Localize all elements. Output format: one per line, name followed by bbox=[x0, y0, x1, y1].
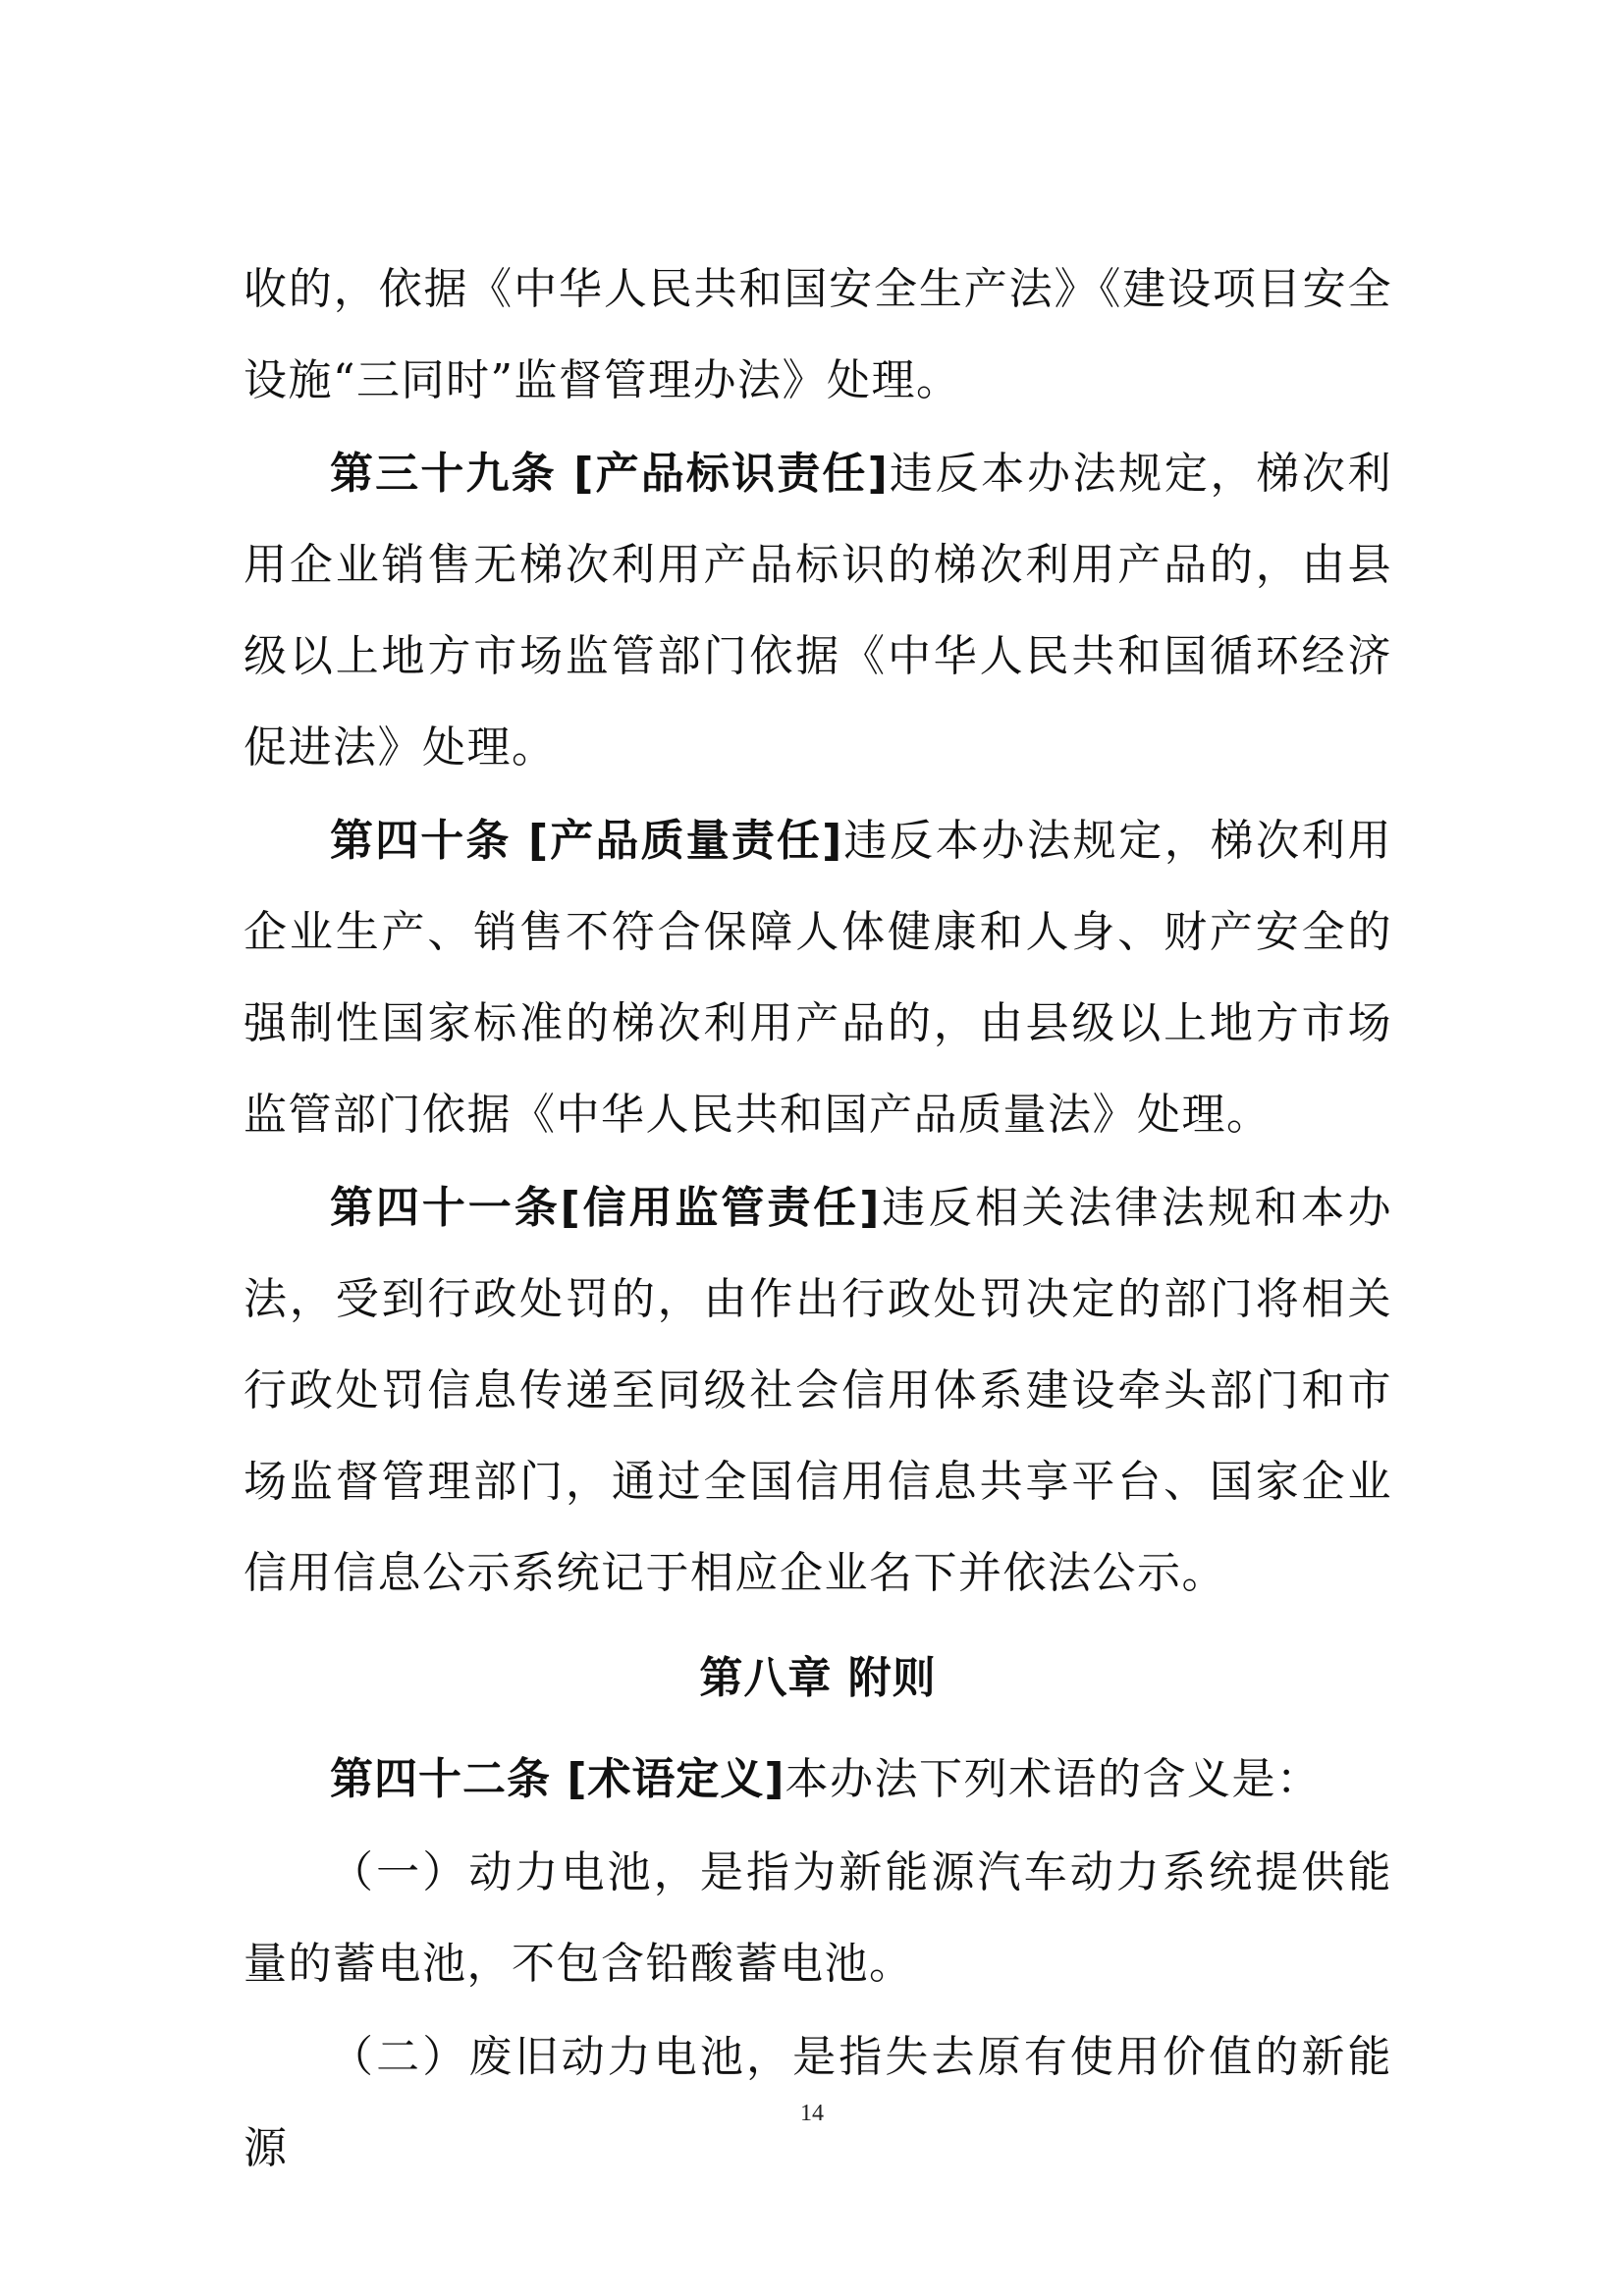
paragraph-continuation bbox=[244, 243, 1392, 426]
article-text: 违反相关法律法规和本办法，受到行政处罚的，由作出行政处罚决定的部门将相关行政处罚信息传递至同级社会信用体系建设牵头部门和市场监督管理部门，通过全国信用信息共享平台、国家企业信用信息公示系统记于相应企业名下并依法公示。 bbox=[244, 1183, 1393, 1598]
paragraph-text: 收的，依据《中华人民共和国安全生产法》《建设项目安全设施“三同时”监督管理办法》处理。 bbox=[244, 264, 1392, 405]
document-body bbox=[244, 243, 1392, 2196]
page-number: 14 bbox=[800, 2101, 824, 2126]
article-text: 违反本办法规定，梯次利用企业生产、销售不符合保障人体健康和人身、财产安全的强制性国家标准的梯次利用产品的，由县级以上地方市场监管部门依据《中华人民共和国产品质量法》处理。 bbox=[244, 816, 1392, 1140]
article-40 bbox=[244, 795, 1392, 1160]
definition-text: （二）废旧动力电池，是指失去原有使用价值的新能源 bbox=[244, 2032, 1392, 2173]
article-heading: 第四十二条 [术语定义] bbox=[330, 1754, 785, 1804]
article-text: 本办法下列术语的含义是： bbox=[785, 1754, 1322, 1804]
article-heading: 第四十一条[信用监管责任] bbox=[330, 1183, 881, 1233]
article-text: 违反本办法规定，梯次利用企业销售无梯次利用产品标识的梯次利用产品的，由县级以上地方市场监管部门依据《中华人民共和国循环经济促进法》处理。 bbox=[244, 449, 1392, 773]
article-41 bbox=[244, 1162, 1392, 1619]
article-42 bbox=[244, 1734, 1392, 1825]
article-heading: 第四十条 [产品质量责任] bbox=[330, 816, 843, 866]
article-39 bbox=[244, 428, 1392, 793]
definition-item-1 bbox=[244, 1827, 1392, 2009]
chapter-title: 第八章 附则 bbox=[699, 1653, 937, 1703]
article-heading: 第三十九条 [产品标识责任] bbox=[330, 449, 889, 499]
definition-text: （一）动力电池，是指为新能源汽车动力系统提供能量的蓄电池，不包含铅酸蓄电池。 bbox=[244, 1847, 1392, 1989]
